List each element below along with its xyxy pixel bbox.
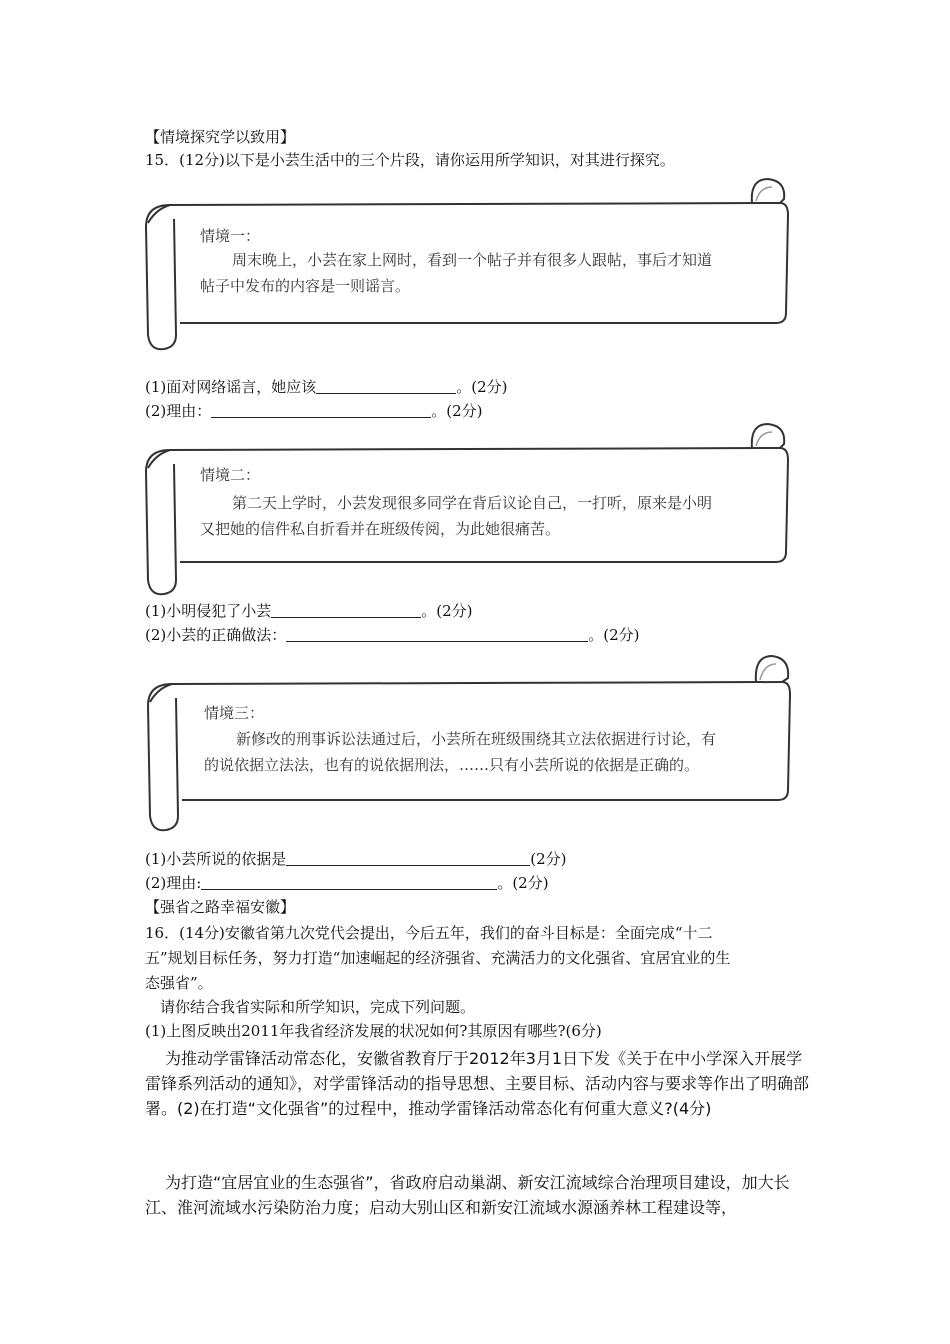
scene-3-line-2: 的说依据立法法，也有的说依据刑法，……只有小芸所说的依据是正确的。 — [204, 756, 700, 774]
answer-blank[interactable] — [286, 627, 588, 642]
scene-1-scroll — [140, 175, 790, 355]
q15-1-part-1-score: 。(2分) — [456, 378, 508, 396]
scene-1-line-1: 周末晚上，小芸在家上网时，看到一个帖子并有很多人跟帖，事后才知道 — [232, 251, 713, 269]
q15-3-part-1-text: (1)小芸所说的依据是 — [145, 850, 287, 868]
q15-3-part-2 — [145, 872, 549, 894]
q15-2-part-1 — [145, 600, 473, 622]
q15-2-part-1-text: (1)小明侵犯了小芸 — [145, 602, 272, 620]
scene-3-scroll — [142, 650, 794, 835]
question-16-line-2: 五”规划目标任务，努力打造“加速崛起的经济强省、充满活力的文化强省、宜居宜业的生 — [145, 949, 731, 967]
q15-1-part-1 — [145, 376, 508, 398]
answer-blank[interactable] — [211, 403, 431, 418]
q15-1-part-2-score: 。(2分) — [431, 402, 483, 420]
scene-1-line-2: 帖子中发布的内容是一则谣言。 — [200, 277, 411, 295]
paragraph-ecology: 为打造“宜居宜业的生态强省”，省政府启动巢湖、新安江流域综合治理项目建设，加大长江、淮河流域水污染防治力度；启动大别山区和新安江流域水源涵养林工程建设等， — [145, 1173, 790, 1217]
q15-1-part-2 — [145, 400, 483, 422]
q15-3-part-2-text: (2)理由: — [145, 874, 202, 892]
answer-blank[interactable] — [201, 875, 497, 890]
question-16-line-1: 16．(14分)安徽省第九次党代会提出，今后五年，我们的奋斗目标是：全面完成“十二 — [145, 924, 713, 942]
answer-blank[interactable] — [286, 851, 530, 866]
scene-2-line-2: 又把她的信件私自折看并在班级传阅，为此她很痛苦。 — [200, 520, 561, 538]
question-16-part-1: (1)上图反映出2011年我省经济发展的状况如何?其原因有哪些?(6分) — [145, 1022, 602, 1040]
paragraph-lei-feng: 为推动学雷锋活动常态化，安徽省教育厅于2012年3月1日下发《关于在中小学深入开展学雷锋系列活动的通知》，对学雷锋活动的指导思想、主要目标、活动内容与要求等作出了明确部署。(2)在打造“文化强省”的过程中，推动学雷锋活动常态化有何重大意义?(4分) — [145, 1049, 810, 1118]
question-16-line-4: 请你结合我省实际和所学知识，完成下列问题。 — [160, 998, 476, 1016]
scene-3-title: 情境三： — [204, 704, 265, 722]
scene-2-line-1: 第二天上学时，小芸发现很多同学在背后议论自己，一打听，原来是小明 — [232, 494, 713, 512]
scene-2-scroll — [140, 420, 790, 600]
scene-3-line-1: 新修改的刑事诉讼法通过后，小芸所在班级围绕其立法依据进行讨论，有 — [236, 730, 717, 748]
q15-2-part-2 — [145, 624, 640, 646]
question-16-line-3: 态强省”。 — [145, 974, 213, 992]
q15-3-part-2-score: 。(2分) — [497, 874, 549, 892]
question-15-stem: 15．(12分)以下是小芸生活中的三个片段，请你运用所学知识，对其进行探究。 — [145, 151, 675, 169]
q15-1-part-2-text: (2)理由： — [145, 402, 212, 420]
q15-1-part-1-text: (1)面对网络谣言，她应该 — [145, 378, 317, 396]
q15-2-part-2-text: (2)小芸的正确做法： — [145, 626, 287, 644]
q15-3-part-1 — [145, 848, 567, 870]
q15-3-part-1-score: (2分) — [530, 850, 567, 868]
section-heading-2: 【强省之路幸福安徽】 — [145, 898, 296, 916]
scene-1-title: 情境一： — [200, 227, 261, 245]
q15-2-part-2-score: 。(2分) — [588, 626, 640, 644]
answer-blank[interactable] — [316, 379, 456, 394]
section-heading-1: 【情境探究学以致用】 — [145, 128, 296, 146]
scene-2-title: 情境二： — [200, 466, 261, 484]
answer-blank[interactable] — [271, 603, 421, 618]
q15-2-part-1-score: 。(2分) — [421, 602, 473, 620]
